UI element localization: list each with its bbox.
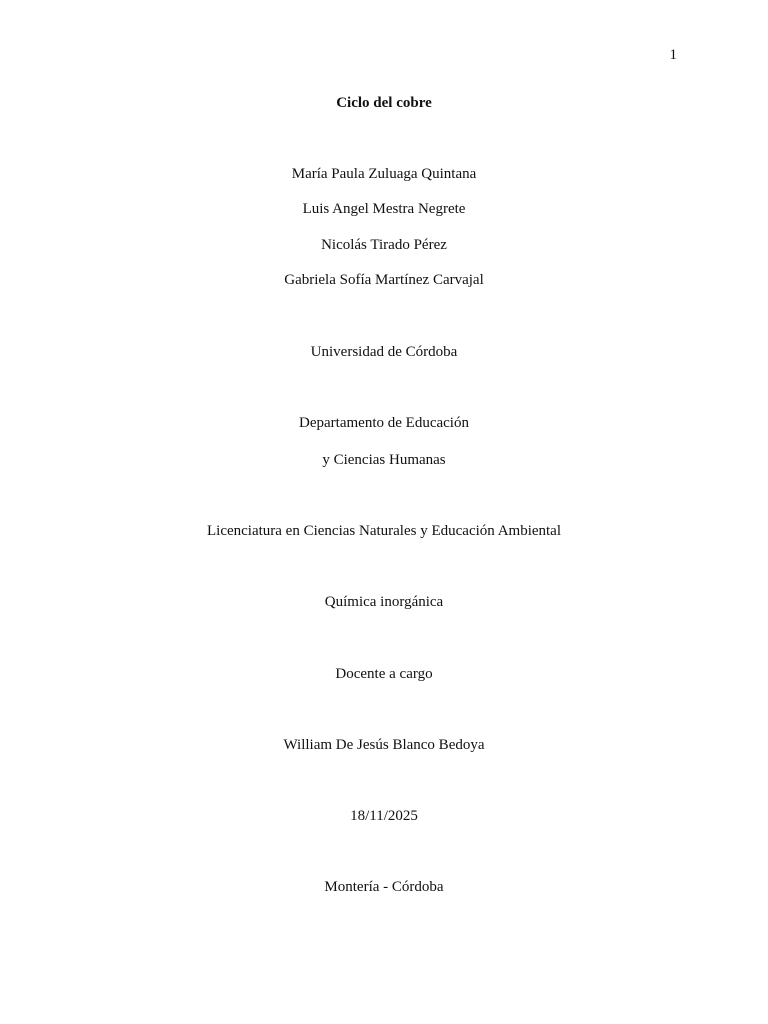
instructor-label: Docente a cargo	[335, 666, 433, 682]
document-location: Montería - Córdoba	[324, 879, 444, 895]
department-line-1: Departamento de Educación	[299, 415, 469, 431]
author-4: Gabriela Sofía Martínez Carvajal	[284, 272, 484, 288]
document-date: 18/11/2025	[350, 808, 418, 824]
university-name: Universidad de Córdoba	[310, 344, 458, 360]
author-2: Luis Angel Mestra Negrete	[302, 201, 466, 217]
author-3: Nicolás Tirado Pérez	[321, 237, 447, 253]
department-line-2: y Ciencias Humanas	[322, 452, 446, 468]
program-name: Licenciatura en Ciencias Naturales y Educación Ambiental	[206, 523, 562, 539]
document-title: Ciclo del cobre	[336, 95, 432, 111]
course-name: Química inorgánica	[324, 594, 444, 610]
author-1: María Paula Zuluaga Quintana	[291, 166, 477, 182]
page-number: 1	[669, 47, 677, 63]
instructor-name: William De Jesús Blanco Bedoya	[283, 737, 485, 753]
